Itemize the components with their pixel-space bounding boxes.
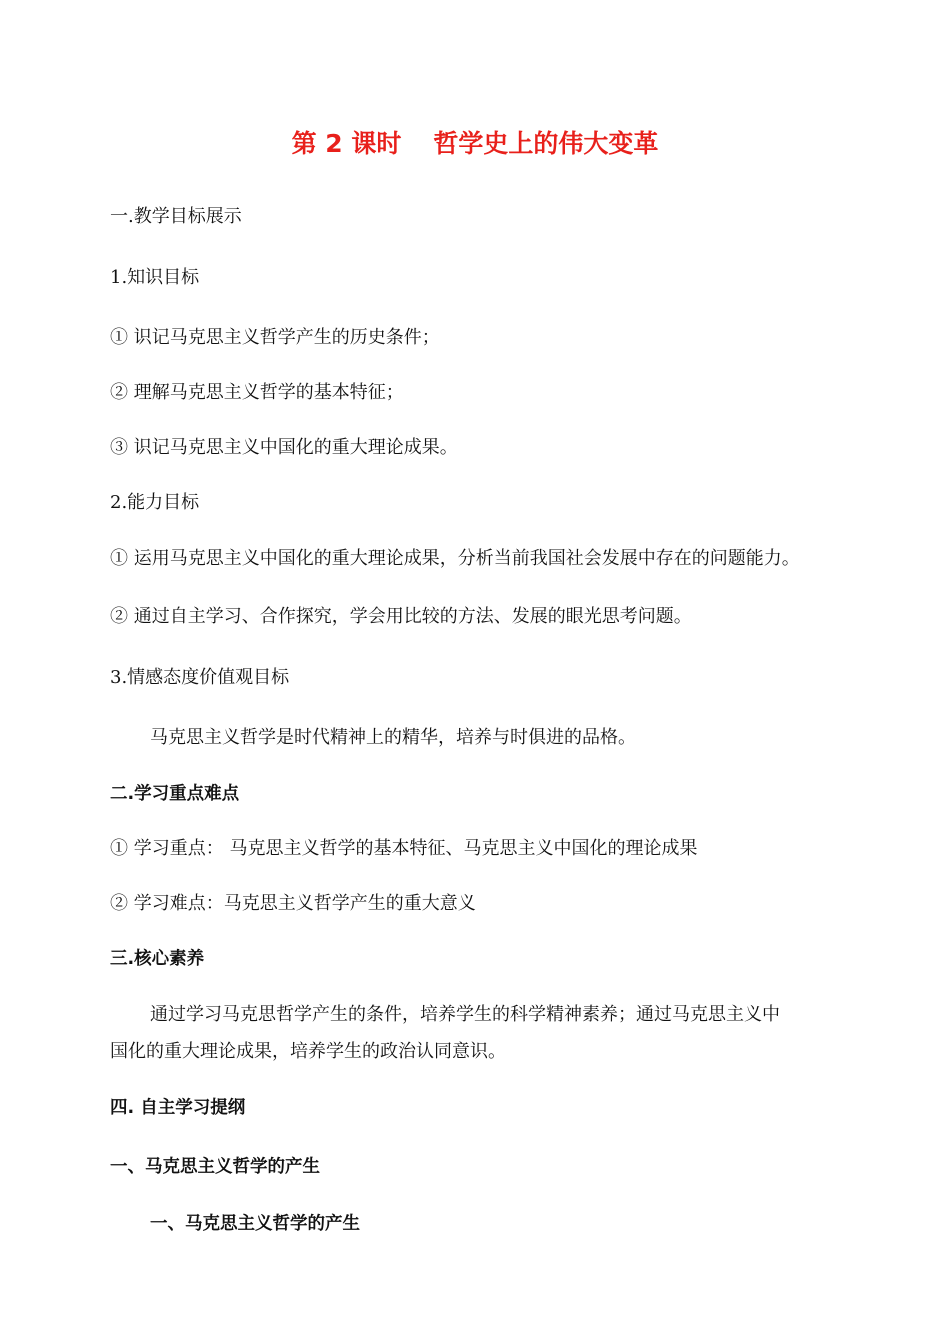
page-title <box>0 124 950 160</box>
outline-item-subheading: 一、马克思主义哲学的产生 <box>150 1214 360 1234</box>
title-lesson: 第 2 课时 <box>291 129 402 158</box>
subheading-knowledge-goals: 1.知识目标 <box>110 267 200 288</box>
core-literacy-line-1: 通过学习马克思哲学产生的条件，培养学生的科学精神素养；通过马克思主义中 <box>150 1004 780 1025</box>
section-heading-teaching-goals: 一.教学目标展示 <box>110 206 242 227</box>
knowledge-goal-2: ② 理解马克思主义哲学的基本特征； <box>110 382 404 403</box>
knowledge-goal-1: ① 识记马克思主义哲学产生的历史条件； <box>110 327 440 348</box>
title-topic: 哲学史上的伟大变革 <box>433 129 659 158</box>
section-heading-core-literacy: 三.核心素养 <box>110 949 205 969</box>
section-heading-key-points: 二.学习重点难点 <box>110 784 240 804</box>
outline-item-heading: 一、马克思主义哲学的产生 <box>110 1157 320 1177</box>
subheading-attitude-goals: 3.情感态度价值观目标 <box>110 667 290 688</box>
attitude-goal-text: 马克思主义哲学是时代精神上的精华，培养与时俱进的品格。 <box>150 727 636 748</box>
ability-goal-1: ① 运用马克思主义中国化的重大理论成果，分析当前我国社会发展中存在的问题能力。 <box>110 548 800 569</box>
ability-goal-2: ② 通过自主学习、合作探究，学会用比较的方法、发展的眼光思考问题。 <box>110 606 692 627</box>
knowledge-goal-3: ③ 识记马克思主义中国化的重大理论成果。 <box>110 437 458 458</box>
core-literacy-line-2: 国化的重大理论成果，培养学生的政治认同意识。 <box>110 1041 506 1062</box>
key-point: ① 学习重点： 马克思主义哲学的基本特征、马克思主义中国化的理论成果 <box>110 838 698 859</box>
difficult-point: ② 学习难点：马克思主义哲学产生的重大意义 <box>110 893 476 914</box>
section-heading-study-outline: 四. 自主学习提纲 <box>110 1098 246 1118</box>
subheading-ability-goals: 2.能力目标 <box>110 492 200 513</box>
